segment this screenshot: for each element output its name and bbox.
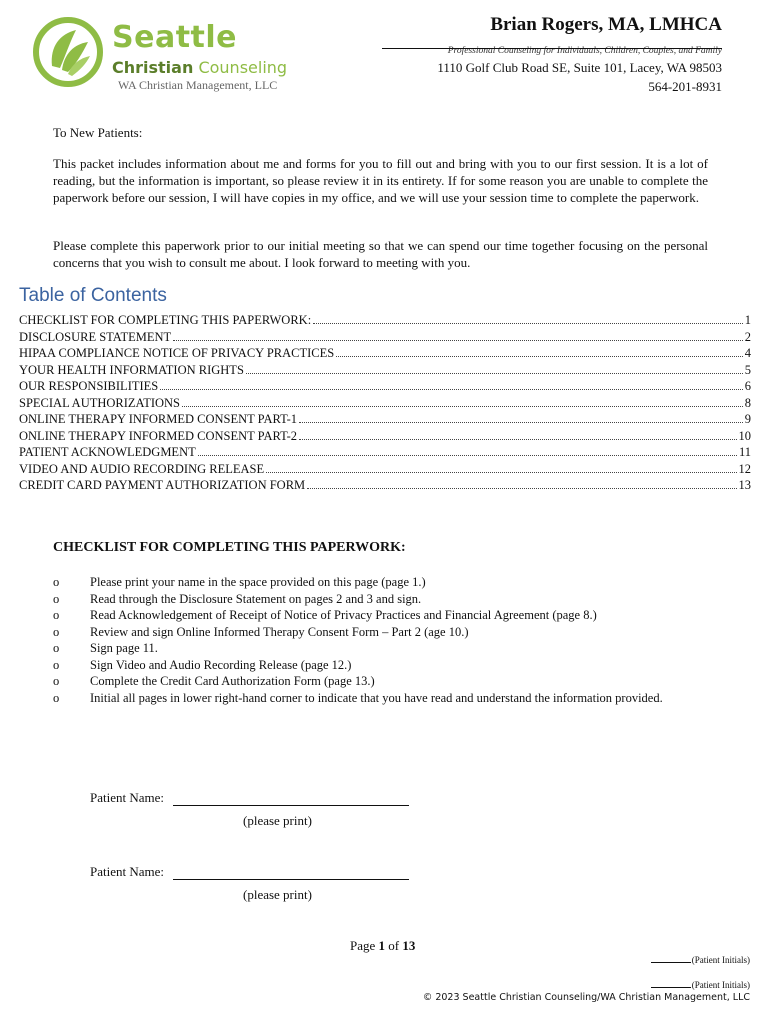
- tagline: Professional Counseling for Individuals, Children, Couples, and Family: [447, 46, 722, 56]
- checklist: [53, 574, 693, 706]
- logo-word-seattle: Seattle: [112, 20, 238, 55]
- counselor-name: Brian Rogers, MA, LMHCA: [490, 14, 722, 35]
- toc-title: Table of Contents: [19, 285, 167, 306]
- company-logo: [32, 16, 322, 96]
- bullet: o: [53, 575, 60, 589]
- patient-name-field[interactable]: [173, 878, 409, 880]
- list-item: o Read through the Disclosure Statement on pages 2 and 3 and sign.: [53, 591, 422, 606]
- bullet: o: [53, 641, 60, 655]
- please-print-hint: (please print): [243, 887, 312, 902]
- list-item: o Initial all pages in lower right-hand corner to indicate that you have read and understand the information provided.: [53, 690, 663, 705]
- copyright: © 2023 Seattle Christian Counseling/WA Christian Management, LLC: [422, 992, 750, 1003]
- logo-word-christian-counseling: Christian Counseling: [112, 58, 288, 77]
- list-item: o Review and sign Online Informed Therapy Consent Form – Part 2 (age 10.): [53, 624, 469, 639]
- list-item: o Complete the Credit Card Authorization Form (page 13.): [53, 674, 375, 688]
- table-of-contents: [19, 312, 751, 494]
- bullet: o: [53, 674, 60, 688]
- header-rule: [382, 48, 722, 49]
- patient-initials-field[interactable]: (Patient Initials): [651, 980, 750, 990]
- list-item: o Sign Video and Audio Recording Release (page 12.): [53, 657, 352, 672]
- intro-paragraph: This packet includes information about me and forms for you to fill out and bring with you to our first session. It is a lot of reading, but the information is important, so please review it in its entirety. If for some reason you are unable to complete the paperwork before our session, I will have copies in my office, and we will use your session time to complete the paperwork.: [53, 156, 708, 205]
- list-item: o Please print your name in the space provided on this page (page 1.): [53, 575, 426, 589]
- bullet: o: [53, 690, 60, 705]
- bullet: o: [53, 608, 60, 622]
- toc-entry[interactable]: ONLINE THERAPY INFORMED CONSENT PART-2 10: [19, 428, 751, 443]
- toc-entry[interactable]: DISCLOSURE STATEMENT 2: [19, 329, 751, 344]
- patient-initials-field[interactable]: (Patient Initials): [651, 955, 750, 965]
- toc-entry[interactable]: HIPAA COMPLIANCE NOTICE OF PRIVACY PRACTICES 4: [19, 346, 751, 360]
- patient-name-field[interactable]: [173, 804, 409, 806]
- leaf-circle-icon: [32, 16, 104, 88]
- phone: 564-201-8931: [648, 79, 722, 94]
- list-item: o Read Acknowledgement of Receipt of Notice of Privacy Practices and Financial Agreement (page 8.): [53, 608, 597, 622]
- letterhead: [382, 14, 722, 95]
- patient-name-label: Patient Name:: [90, 864, 165, 879]
- toc-entry[interactable]: VIDEO AND AUDIO RECORDING RELEASE 12: [19, 461, 751, 476]
- checklist-title: CHECKLIST FOR COMPLETING THIS PAPERWORK:: [53, 540, 406, 555]
- bullet: o: [53, 624, 60, 639]
- page-number: Page 1 of 13: [350, 938, 416, 953]
- toc-entry[interactable]: CHECKLIST FOR COMPLETING THIS PAPERWORK: 1: [19, 313, 751, 327]
- logo-subtitle: WA Christian Management, LLC: [118, 78, 278, 92]
- bullet: o: [53, 657, 60, 672]
- toc-entry[interactable]: CREDIT CARD PAYMENT AUTHORIZATION FORM 13: [19, 478, 751, 492]
- greeting: To New Patients:: [53, 125, 143, 140]
- toc-entry[interactable]: ONLINE THERAPY INFORMED CONSENT PART-1 9: [19, 412, 751, 426]
- toc-entry[interactable]: SPECIAL AUTHORIZATIONS 8: [19, 395, 751, 410]
- please-print-hint: (please print): [243, 813, 312, 828]
- request-paragraph: Please complete this paperwork prior to our initial meeting so that we can spend our time together focusing on the personal concerns that you wish to consult me about. I look forward to meeting with you.: [53, 238, 708, 270]
- toc-entry[interactable]: PATIENT ACKNOWLEDGMENT 11: [19, 445, 751, 459]
- toc-entry[interactable]: OUR RESPONSIBILITIES 6: [19, 379, 751, 393]
- bullet: o: [53, 591, 60, 606]
- list-item: o Sign page 11.: [53, 641, 158, 655]
- patient-name-label: Patient Name:: [90, 790, 165, 805]
- address: 1110 Golf Club Road SE, Suite 101, Lacey, WA 98503: [437, 60, 722, 75]
- toc-entry[interactable]: YOUR HEALTH INFORMATION RIGHTS 5: [19, 362, 751, 377]
